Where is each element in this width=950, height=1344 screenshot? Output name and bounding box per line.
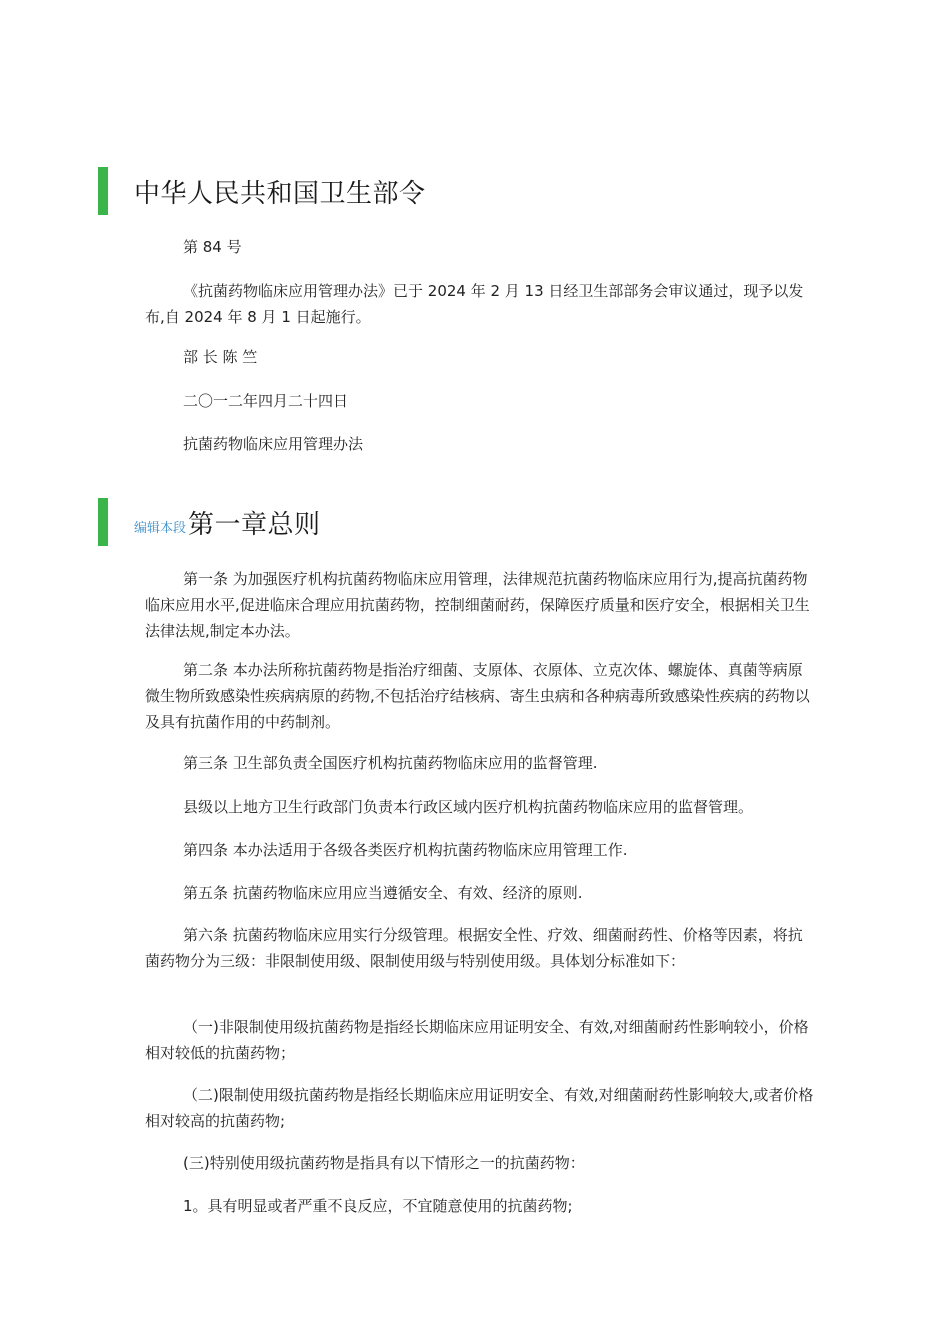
article-paragraph: （二)限制使用级抗菌药物是指经长期临床应用证明安全、有效,对细菌耐药性影响较大,或者价格相对较高的抗菌药物; xyxy=(145,1086,814,1130)
minister-signature: 部 长 陈 竺 xyxy=(183,348,258,366)
heading-accent-bar xyxy=(98,167,108,215)
article-paragraph: 1。具有明显或者严重不良反应，不宜随意使用的抗菌药物; xyxy=(183,1197,573,1215)
decree-number: 第 84 号 xyxy=(183,238,242,256)
regulation-title: 抗菌药物临床应用管理办法 xyxy=(183,435,364,453)
article-paragraph: （一)非限制使用级抗菌药物是指经长期临床应用证明安全、有效,对细菌耐药性影响较小，价格相对较低的抗菌药物； xyxy=(145,1018,809,1062)
article-paragraph: (三)特别使用级抗菌药物是指具有以下情形之一的抗菌药物： xyxy=(183,1154,585,1172)
article-paragraph: 第三条 卫生部负责全国医疗机构抗菌药物临床应用的监督管理. xyxy=(183,754,598,772)
article-paragraph: 第四条 本办法适用于各级各类医疗机构抗菌药物临床应用管理工作. xyxy=(183,841,628,859)
announcement-text: 《抗菌药物临床应用管理办法》已于 2024 年 2 月 13 日经卫生部部务会审议通过，现予以发布,自 2024 年 8 月 1 日起施行。 xyxy=(145,282,804,326)
article-paragraph: 第六条 抗菌药物临床应用实行分级管理。根据安全性、疗效、细菌耐药性、价格等因素，将抗菌药物分为三级：非限制使用级、限制使用级与特别使用级。具体划分标准如下： xyxy=(145,926,803,970)
article-paragraph: 第一条 为加强医疗机构抗菌药物临床应用管理，法律规范抗菌药物临床应用行为,提高抗菌药物临床应用水平,促进临床合理应用抗菌药物，控制细菌耐药，保障医疗质量和医疗安全，根据相关卫生法律法规,制定本办法。 xyxy=(145,570,810,640)
heading-accent-bar xyxy=(98,498,108,546)
article-paragraph: 第二条 本办法所称抗菌药物是指治疗细菌、支原体、衣原体、立克次体、螺旋体、真菌等病原微生物所致感染性疾病病原的药物,不包括治疗结核病、寄生虫病和各种病毒所致感染性疾病的药物以及具有抗菌作用的中药制剂。 xyxy=(145,661,810,731)
article-paragraph: 县级以上地方卫生行政部门负责本行政区域内医疗机构抗菌药物临床应用的监督管理。 xyxy=(183,798,754,816)
chapter-heading xyxy=(98,498,321,546)
issue-date: 二〇一二年四月二十四日 xyxy=(183,392,349,410)
edit-section-link[interactable]: 编辑本段 xyxy=(134,520,187,536)
chapter-title: 第一章总则 xyxy=(188,509,321,540)
decree-heading xyxy=(98,167,426,215)
decree-title: 中华人民共和国卫生部令 xyxy=(134,178,426,209)
article-paragraph: 第五条 抗菌药物临床应用应当遵循安全、有效、经济的原则. xyxy=(183,884,583,902)
